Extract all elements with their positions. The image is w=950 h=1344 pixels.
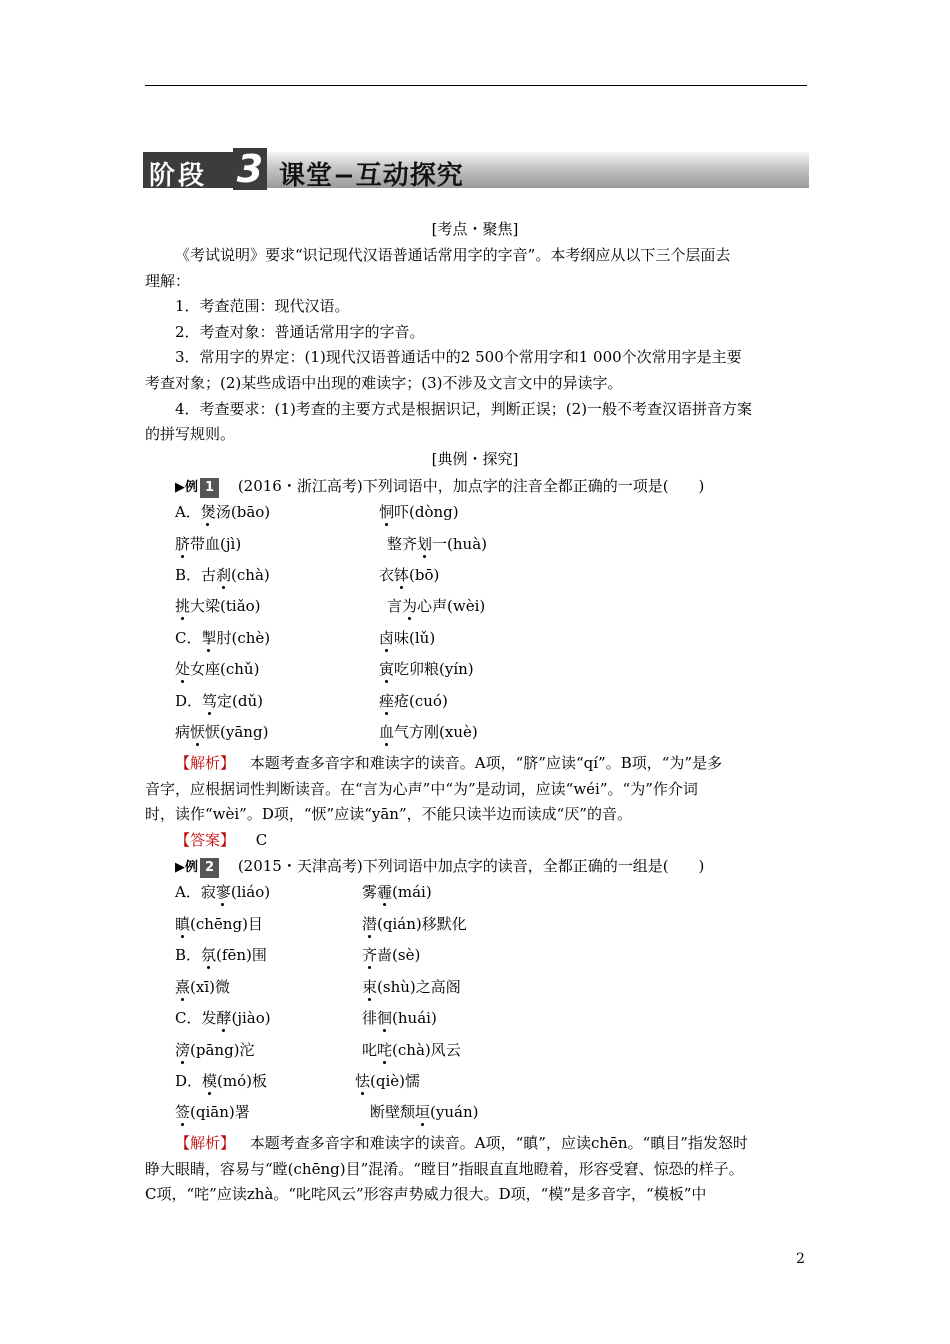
dotted-char: 处 xyxy=(175,660,191,678)
example-1-option-right: 卤味(lǔ) xyxy=(379,629,436,647)
example-1-option-row: D．笃定(dǔ) xyxy=(175,692,264,710)
example-1-option-right: 衣钵(bō) xyxy=(379,566,440,584)
example-2-option-right: 雾霾(mái) xyxy=(362,883,432,901)
analysis-label: 【解析】 xyxy=(175,1134,236,1152)
example-2-option-right: 齐啬(sè) xyxy=(362,946,421,964)
dotted-char: 卤 xyxy=(379,629,395,647)
focus-item-3-line2: 考查对象；(2)某些成语中出现的难读字；(3)不涉及文言文中的异读字。 xyxy=(145,374,623,392)
section-title: 课堂−互动探究 xyxy=(279,161,464,191)
dotted-char: 煲 xyxy=(200,503,216,521)
examples-heading: [典例・探究] xyxy=(431,450,519,468)
example-2-analysis-line3: C项，“咤”应读zhà。“叱咤风云”形容声势威力很大。D项，“模”是多音字，“模板”中 xyxy=(145,1185,707,1203)
dotted-char: 模 xyxy=(202,1072,218,1090)
dotted-char: 为 xyxy=(402,597,418,615)
dotted-char: 钵 xyxy=(394,566,410,584)
focus-item-3-line1: 3．常用字的界定：(1)现代汉语普通话中的2 500个常用字和1 000个次常用字是主要 xyxy=(175,348,742,366)
example-2-option-right: 怯(qiè)懦 xyxy=(355,1072,420,1090)
example-2-option-right: 断壁颓垣(yuán) xyxy=(370,1103,479,1121)
example-2-analysis-line2: 睁大眼睛，容易与“瞠(chēng)目”混淆。“瞠目”指眼直直地瞪着，形容受窘、惊恐的样子。 xyxy=(145,1160,744,1178)
example-1-analysis-line1: 【解析】 本题考查多音字和难读字的读音。A项，“脐”应读“qí”。B项，“为”是多 xyxy=(175,754,723,772)
dotted-char: 掣 xyxy=(201,629,217,647)
example-1-answer xyxy=(175,830,267,850)
dotted-char: 脐 xyxy=(175,535,191,553)
example-2-option-right: 潜(qián)移默化 xyxy=(362,915,467,933)
focus-item-4-line2: 的拼写规则。 xyxy=(145,425,236,443)
example-2-option-row: D．模(mó)板 xyxy=(175,1072,268,1090)
focus-intro-line2: 理解： xyxy=(145,272,191,290)
dotted-char: 怯 xyxy=(355,1072,371,1090)
example-2-option-row: C．发酵(jiào) xyxy=(175,1009,271,1027)
example-1-option-right: 言为心声(wèi) xyxy=(387,597,486,615)
dotted-char: 熹 xyxy=(175,978,191,996)
example-1-marker: ▶例 xyxy=(175,480,198,495)
example-1-option-right: 整齐划一(huà) xyxy=(387,535,487,553)
phase-label: 阶段 xyxy=(149,161,208,191)
example-2-question-line xyxy=(175,856,704,878)
dotted-char: 酵 xyxy=(216,1009,232,1027)
example-2-option-row: A．寂寥(liáo) xyxy=(175,883,271,901)
example-1-question: (2016・浙江高考)下列词语中，加点字的注音全都正确的一项是( ) xyxy=(237,477,705,495)
example-1-option-row: 脐带血(jì) xyxy=(175,535,242,553)
answer-value: C xyxy=(255,831,268,849)
dotted-char: 刹 xyxy=(216,566,232,584)
dotted-char: 笃 xyxy=(202,692,218,710)
example-1-option-row: 挑大梁(tiǎo) xyxy=(175,597,261,615)
dotted-char: 签 xyxy=(175,1103,191,1121)
example-1-option-right: 恫吓(dòng) xyxy=(379,503,459,521)
example-1-option-row: C．掣肘(chè) xyxy=(175,629,271,647)
focus-item-4-line1: 4．考查要求：(1)考查的主要方式是根据识记，判断正误；(2)一般不考查汉语拼音方案 xyxy=(175,400,753,418)
example-1-analysis-line3: 时，读作“wèi”。D项，“恹”应读“yān”，不能只读半边而读成“厌”的音。 xyxy=(145,805,632,823)
example-2-option-right: 徘徊(huái) xyxy=(362,1009,437,1027)
dotted-char: 徊 xyxy=(377,1009,393,1027)
example-2-option-row: 瞋(chēng)目 xyxy=(175,915,263,933)
dotted-char: 恫 xyxy=(379,503,395,521)
header-rule xyxy=(145,85,807,86)
example-2-option-row: 签(qiān)署 xyxy=(175,1103,250,1121)
example-1-option-row: B．古刹(chà) xyxy=(175,566,270,584)
example-2-option-right: 束(shù)之高阁 xyxy=(362,978,461,996)
example-2-option-row: 熹(xī)微 xyxy=(175,978,230,996)
dotted-char: 寥 xyxy=(215,883,231,901)
dotted-char: 瞋 xyxy=(175,915,191,933)
dotted-char: 滂 xyxy=(175,1041,191,1059)
dotted-char: 垣 xyxy=(415,1103,431,1121)
example-2-option-right: 叱咤(chà)风云 xyxy=(362,1041,461,1059)
dotted-char: 血 xyxy=(379,723,395,741)
example-1-number: 1 xyxy=(200,478,219,498)
section-banner xyxy=(143,148,809,190)
dotted-char: 束 xyxy=(362,978,378,996)
example-1-option-row: 病恹恹(yāng) xyxy=(175,723,269,741)
focus-item-1: 1．考查范围：现代汉语。 xyxy=(175,297,350,315)
answer-label: 【答案】 xyxy=(175,831,236,849)
dotted-char: 潜 xyxy=(362,915,378,933)
analysis-label: 【解析】 xyxy=(175,754,236,772)
dotted-char: 划 xyxy=(417,535,433,553)
example-1-option-right: 血气方刚(xuè) xyxy=(379,723,478,741)
dotted-char: 齐 xyxy=(362,946,378,964)
example-2-option-row: 滂(pāng)沱 xyxy=(175,1041,255,1059)
dotted-char: 恹 xyxy=(190,723,206,741)
dotted-char: 咤 xyxy=(377,1041,393,1059)
example-1-option-row: 处女座(chǔ) xyxy=(175,660,260,678)
dotted-char: 挑 xyxy=(175,597,191,615)
page-number: 2 xyxy=(796,1251,805,1267)
dotted-char: 氛 xyxy=(201,946,217,964)
example-2-question: (2015・天津高考)下列词语中加点字的读音，全都正确的一组是( ) xyxy=(237,857,705,875)
example-1-question-line xyxy=(175,476,704,498)
dotted-char: 霾 xyxy=(377,883,393,901)
focus-item-2: 2．考查对象：普通话常用字的字音。 xyxy=(175,323,425,341)
focus-intro-line1: 《考试说明》要求“识记现代汉语普通话常用字的字音”。本考纲应从以下三个层面去 xyxy=(175,246,731,264)
example-1-option-right: 痤疮(cuó) xyxy=(379,692,448,710)
example-2-analysis-line1: 【解析】 本题考查多音字和难读字的读音。A项，“瞋”，应读chēn。“瞋目”指发怒时 xyxy=(175,1134,748,1152)
example-1-analysis-line2: 音字，应根据词性判断读音。在“言为心声”中“为”是动词，应读“wéi”。“为”作介词 xyxy=(145,780,698,798)
example-1-option-row: A．煲汤(bāo) xyxy=(175,503,271,521)
example-1-option-right: 寅吃卯粮(yín) xyxy=(379,660,474,678)
example-2-marker: ▶例 xyxy=(175,860,198,875)
phase-number: 3 xyxy=(233,148,267,190)
example-2-number: 2 xyxy=(200,858,219,878)
example-2-option-row: B．氛(fēn)围 xyxy=(175,946,267,964)
dotted-char: 寅 xyxy=(379,660,395,678)
dotted-char: 痤 xyxy=(379,692,395,710)
focus-heading: [考点・聚焦] xyxy=(431,220,519,238)
